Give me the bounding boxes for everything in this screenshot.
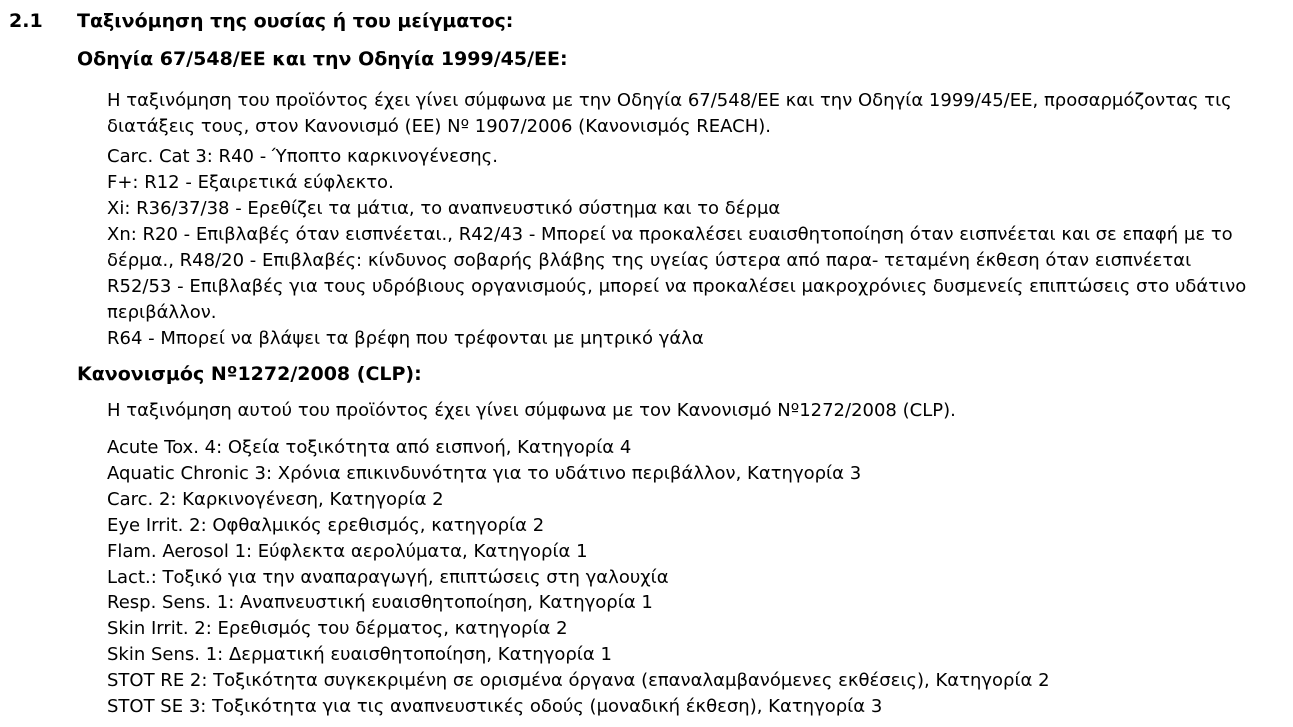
clp-item: STOT RE 2: Τοξικότητα συγκεκριμένη σε ορισμένα όργανα (επαναλαμβανόμενες εκθέσεις), Κατηγορία 2 bbox=[107, 670, 1050, 692]
clp-item: Aquatic Chronic 3: Χρόνια επικινδυνότητα για το υδάτινο περιβάλλον, Κατηγορία 3 bbox=[107, 462, 862, 484]
directive-heading: Οδηγία 67/548/ΕΕ και την Οδηγία 1999/45/ΕΕ: bbox=[77, 48, 568, 70]
clp-item: STOT SE 3: Τοξικότητα για τις αναπνευστικές οδούς (μοναδική έκθεση), Κατηγορία 3 bbox=[107, 696, 883, 718]
clp-item: Skin Irrit. 2: Ερεθισμός του δέρματος, κατηγορία 2 bbox=[107, 618, 568, 640]
directive-item: Carc. Cat 3: R40 - Ύποπτο καρκινογένεσης. bbox=[107, 146, 498, 167]
directive-item: R64 - Μπορεί να βλάψει τα βρέφη που τρέφονται με μητρικό γάλα bbox=[107, 328, 704, 349]
clp-item: Resp. Sens. 1: Αναπνευστική ευαισθητοποίηση, Κατηγορία 1 bbox=[107, 592, 653, 614]
clp-item: Carc. 2: Καρκινογένεση, Κατηγορία 2 bbox=[107, 488, 444, 510]
directive-intro-block bbox=[107, 88, 1282, 140]
directive-item: Xi: R36/37/38 - Ερεθίζει τα μάτια, το αναπνευστικό σύστημα και το δέρμα bbox=[107, 198, 781, 219]
clp-intro-block bbox=[107, 398, 1282, 424]
directive-list bbox=[107, 144, 1282, 352]
clp-list bbox=[107, 435, 1282, 720]
directive-item: F+: R12 - Εξαιρετικά εύφλεκτο. bbox=[107, 172, 394, 193]
section-heading bbox=[9, 9, 513, 33]
clp-heading: Κανονισμός Nº1272/2008 (CLP): bbox=[77, 363, 422, 385]
directive-intro: Η ταξινόμηση του προϊόντος έχει γίνει σύμφωνα με την Οδηγία 67/548/ΕΕ και την Οδηγία 1999/45/ΕΕ, προσαρμόζοντας τις διατάξεις τους, στον Κανονισμό (ΕΕ) Nº 1907/2006 (Κανονισμός REACH). bbox=[107, 90, 1232, 137]
clp-item: Lact.: Τοξικό για την αναπαραγωγή, επιπτώσεις στη γαλουχία bbox=[107, 566, 669, 588]
clp-intro: Η ταξινόμηση αυτού του προϊόντος έχει γίνει σύμφωνα με τον Κανονισμό Nº1272/2008 (CLP). bbox=[107, 400, 956, 421]
directive-item: R52/53 - Επιβλαβές για τους υδρόβιους οργανισμούς, μπορεί να προκαλέσει μακροχρόνιες δυσμενείς επιπτώσεις στο υδάτινο περιβάλλον. bbox=[107, 276, 1247, 323]
clp-item: Eye Irrit. 2: Οφθαλμικός ερεθισμός, κατηγορία 2 bbox=[107, 514, 545, 536]
clp-item: Acute Tox. 4: Οξεία τοξικότητα από εισπνοή, Κατηγορία 4 bbox=[107, 437, 632, 458]
section-title: Ταξινόμηση της ουσίας ή του μείγματος: bbox=[77, 10, 514, 32]
clp-item: Flam. Aerosol 1: Εύφλεκτα αερολύματα, Κατηγορία 1 bbox=[107, 540, 588, 562]
section-number: 2.1 bbox=[9, 10, 43, 32]
directive-item: Xn: R20 - Επιβλαβές όταν εισπνέεται., R42/43 - Μπορεί να προκαλέσει ευαισθητοποίηση όταν εισπνέεται και σε επαφή με το δέρμα., R48/20 - Επιβλαβές: κίνδυνος σοβαρής βλάβης της υγείας ύστερα από παρα- τεταμένη έκθεση όταν εισπνέεται bbox=[107, 224, 1233, 271]
clp-item: Skin Sens. 1: Δερματική ευαισθητοποίηση, Κατηγορία 1 bbox=[107, 644, 612, 666]
